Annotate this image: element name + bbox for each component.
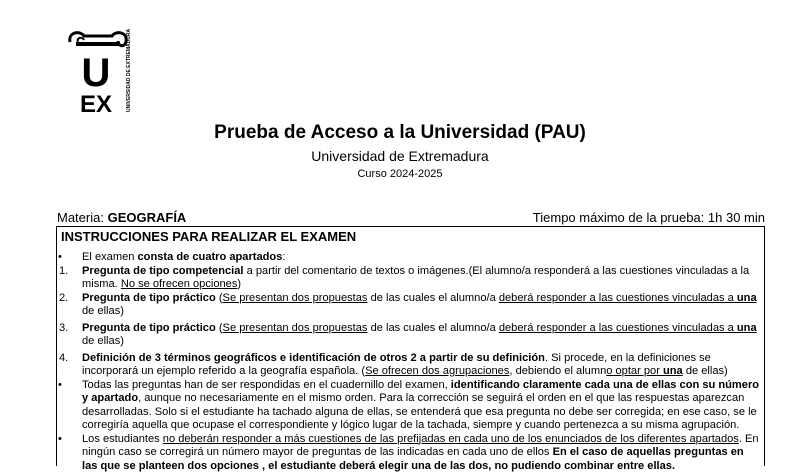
instructions-box <box>56 226 765 466</box>
subject-line <box>57 210 186 225</box>
logo-letter-u: U <box>82 51 111 95</box>
logo-letters-ex: EX <box>80 91 112 114</box>
bullet-icon: • <box>58 379 62 393</box>
bullet-icon: • <box>58 433 62 447</box>
item-3: 3. Pregunta de tipo práctico (Se presentan dos propuestas de las cuales el alumno/a deberá responder a las cuestiones vinculadas a una de ellas) <box>57 322 762 349</box>
item-4: 4. Definición de 3 términos geográficos e identificación de otros 2 a partir de su definición. Si procede, en la definiciones se incorporará un ejemplo referido a la geografía española. (Se ofrecen dos agrupaciones, debiendo el alumno optar por una de ellas) <box>57 352 762 379</box>
logo-side-text: UNIVERSIDAD DE EXTREMADURA <box>126 29 132 112</box>
intro-bullet: • El examen consta de cuatro apartados: <box>57 251 762 265</box>
limits-bullet: • Los estudiantes no deberán responder a más cuestiones de las prefijadas en cada uno de los enunciados de los diferentes apartados. En ningún caso se corregirá un número mayor de preguntas de las indicadas en cada uno de ellos En el caso de aquellas preguntas en las que se planteen dos opciones , el estudiante deberá elegir una de las dos, no pudiendo combinar entre ellas. <box>57 433 762 473</box>
answers-bullet: • Todas las preguntas han de ser respondidas en el cuadernillo del examen, identificando claramente cada una de ellas con su número y apartado, aunque no necesariamente en el mismo orden. Para la corrección se seguirá el orden en el que las respuestas aparezcan desarrolladas. Solo si el estudiante ha tachado alguna de ellas, se entenderá que esa pregunta no debe ser corregida; en ese caso, se le corregiría aquella que ocupase el correspondiente y lógico lugar de la tachada, siempre y cuando pertenezca a su misma agrupación. <box>57 379 762 433</box>
subject-label: Materia: <box>57 210 104 225</box>
uex-logo <box>62 28 134 114</box>
subject-value: GEOGRAFÍA <box>108 210 187 225</box>
bullet-icon: • <box>58 251 62 265</box>
instructions-content <box>57 251 762 473</box>
university-name: Universidad de Extremadura <box>0 148 800 164</box>
item-2: 2. Pregunta de tipo práctico (Se presentan dos propuestas de las cuales el alumno/a deberá responder a las cuestiones vinculadas a una de ellas) <box>57 292 762 319</box>
instructions-title: INSTRUCCIONES PARA REALIZAR EL EXAMEN <box>61 229 356 244</box>
exam-title: Prueba de Acceso a la Universidad (PAU) <box>0 122 800 144</box>
course-year: Curso 2024-2025 <box>0 168 800 180</box>
time-limit: Tiempo máximo de la prueba: 1h 30 min <box>533 210 765 225</box>
item-1: 1. Pregunta de tipo competencial a partir del comentario de textos o imágenes.(El alumno/a responderá a las cuestiones vinculadas a la misma. No se ofrecen opciones) <box>57 265 762 292</box>
